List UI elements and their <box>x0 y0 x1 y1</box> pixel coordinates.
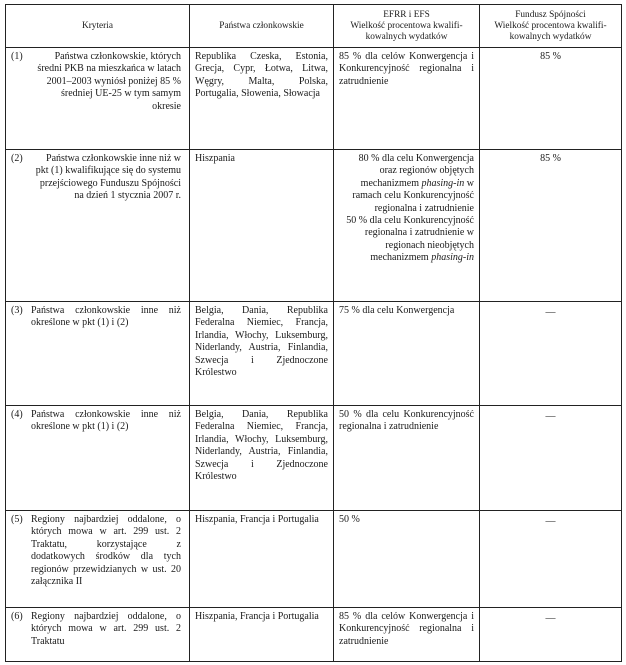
efrr-text-b-italic: phasing-in <box>431 252 474 264</box>
row-number: (5) <box>11 514 23 525</box>
criteria-text: Państwa członkowskie, których średni PKB na mieszkańca w latach 2001–2003 wyniósł poniżej 85 % średniej UE-25 w tym samym okresie <box>37 51 181 112</box>
fund-cell <box>480 150 622 302</box>
fund-text: — <box>545 411 556 422</box>
criteria-cell <box>6 406 190 511</box>
criteria-cell <box>6 608 190 662</box>
efrr-text-a-end: w ramach celu Konkurencyjność regionalna i zatrudnienie <box>352 177 474 214</box>
row-number: (4) <box>11 409 23 420</box>
efrr-cell <box>334 608 480 662</box>
states-text: Hiszpania, Francja i Portugalia <box>195 611 319 622</box>
fund-text: — <box>545 516 556 527</box>
criteria-cell <box>6 302 190 406</box>
states-text: Belgia, Dania, Republika Federalna Niemiec, Francja, Irlandia, Włochy, Luksemburg, Niderlandy, Austria, Finlandia, Szwecja i Zjednoczone Królestwo <box>195 305 328 379</box>
header-fund-line1: Fundusz Spójności <box>515 9 586 20</box>
header-fund <box>480 5 622 48</box>
row-number: (3) <box>11 305 23 316</box>
criteria-cell <box>6 511 190 608</box>
row-number: (6) <box>11 611 23 622</box>
header-fund-line3: kowalnych wydatków <box>509 31 592 42</box>
efrr-text: 85 % dla celów Konwergencja i Konkurencyjność regionalna i zatrudnienie <box>339 611 474 647</box>
table-row <box>6 48 622 150</box>
states-text: Belgia, Dania, Republika Federalna Niemiec, Francja, Irlandia, Włochy, Luksemburg, Niderlandy, Austria, Finlandia, Szwecja i Zjednoczone Królestwo <box>195 409 328 483</box>
efrr-text: 85 % dla celów Konwergencja i Konkurencyjność regionalna i zatrudnienie <box>339 51 474 87</box>
fund-cell <box>480 48 622 150</box>
efrr-text-a: 80 % dla celu Konwergencja oraz regionów objętych mechanizmem <box>358 153 474 189</box>
fund-cell <box>480 302 622 406</box>
header-efrr-line3: kowalnych wydatków <box>365 31 448 42</box>
efrr-cell <box>334 511 480 608</box>
efrr-cell <box>334 406 480 511</box>
criteria-text: Państwa członkowskie inne niż określone w pkt (1) i (2) <box>31 305 181 329</box>
row-number: (1) <box>11 51 23 62</box>
fund-text: — <box>545 613 556 624</box>
cofinancing-table <box>5 4 622 662</box>
table-row <box>6 406 622 511</box>
states-cell <box>190 608 334 662</box>
header-efrr <box>334 5 480 48</box>
efrr-text: 50 % <box>339 514 360 525</box>
table-row <box>6 511 622 608</box>
fund-cell <box>480 511 622 608</box>
efrr-text-a-italic: phasing-in <box>421 177 465 189</box>
states-cell <box>190 406 334 511</box>
header-efrr-line2: Wielkość procentowa kwalifi- <box>350 20 463 31</box>
header-fund-line2: Wielkość procentowa kwalifi- <box>494 20 607 31</box>
efrr-cell <box>334 150 480 302</box>
fund-text: 85 % <box>540 153 561 164</box>
fund-cell <box>480 406 622 511</box>
states-text: Republika Czeska, Estonia, Grecja, Cypr, Łotwa, Litwa, Węgry, Malta, Polska, Portugalia, Słowenia, Słowacja <box>195 51 328 100</box>
efrr-cell <box>334 302 480 406</box>
header-criteria: Kryteria <box>6 5 190 48</box>
criteria-cell <box>6 150 190 302</box>
header-efrr-line1: EFRR i EFS <box>383 9 430 20</box>
row-number: (2) <box>11 153 23 164</box>
efrr-text: 75 % dla celu Konwergencja <box>339 305 455 316</box>
table-row <box>6 302 622 406</box>
states-text: Hiszpania <box>195 153 235 164</box>
header-states: Państwa członkowskie <box>190 5 334 48</box>
criteria-cell <box>6 48 190 150</box>
fund-text: 85 % <box>540 51 561 62</box>
fund-cell <box>480 608 622 662</box>
header-row <box>6 5 622 48</box>
states-text: Hiszpania, Francja i Portugalia <box>195 514 319 525</box>
table-row <box>6 608 622 662</box>
criteria-text: Państwa członkowskie inne niż określone w pkt (1) i (2) <box>31 409 181 433</box>
table-row <box>6 150 622 302</box>
states-cell <box>190 511 334 608</box>
efrr-text-b: 50 % dla celu Konkurencyjność regionalna i zatrudnienie w regionach nieobjętych mechanizmem <box>346 215 474 264</box>
states-cell <box>190 48 334 150</box>
criteria-text: Regiony najbardziej oddalone, o których mowa w art. 299 ust. 2 Traktatu <box>31 611 181 647</box>
states-cell <box>190 302 334 406</box>
criteria-text: Państwa członkowskie inne niż w pkt (1) kwalifikujące się do systemu przejściowego Funduszu Spójności na dzień 1 stycznia 2007 r. <box>35 153 181 202</box>
efrr-text: 50 % dla celu Konkurencyjność regionalna i zatrudnienie <box>339 409 474 433</box>
fund-text: — <box>545 307 556 318</box>
efrr-cell <box>334 48 480 150</box>
states-cell <box>190 150 334 302</box>
criteria-text: Regiony najbardziej oddalone, o których mowa w art. 299 ust. 2 Traktatu, korzystające z dodatkowych środków dla tych regionów przewidzianych w ust. 20 załącznika II <box>31 514 181 588</box>
